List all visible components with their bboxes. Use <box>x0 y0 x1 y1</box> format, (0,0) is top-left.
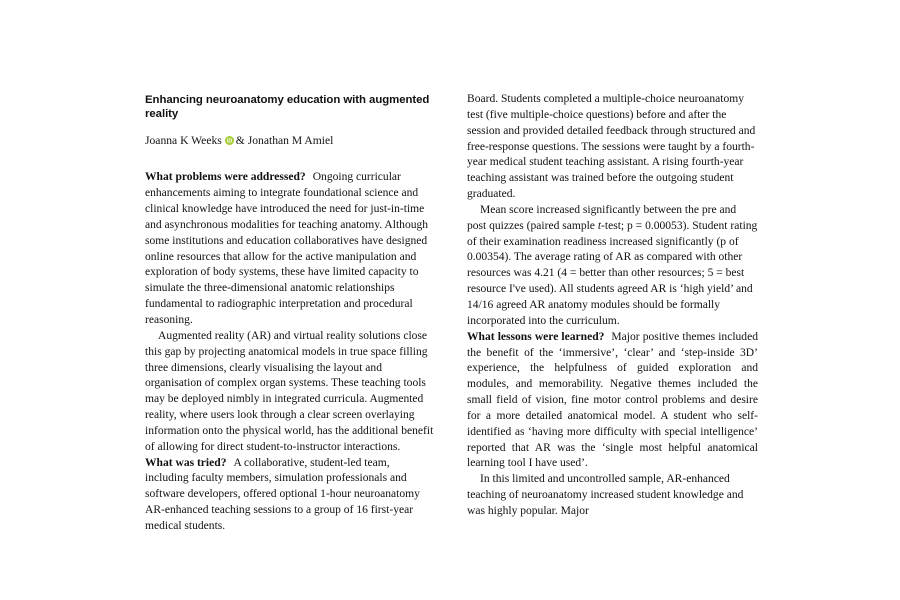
run-in-heading-what-was-tried: What was tried? <box>145 456 227 469</box>
right-column <box>467 92 758 520</box>
left-column <box>145 92 436 535</box>
run-in-heading-what-problems: What problems were addressed? <box>145 171 306 184</box>
paragraph-body-text: A collaborative, student-led team, including faculty members, simulation professionals and software developers, offered optional 1-hour neuroanatomy AR-enhanced teaching sessions to a group of 16 first-year medical students. <box>145 456 420 532</box>
paragraph-body-text: Augmented reality (AR) and virtual reality solutions close this gap by projecting anatomical models in true space filling three dimensions, clearly visualising the layout and organisation of complex organ systems. These teaching tools may be deployed nimbly in integrated curricula. Augmented reality, where users look through a clear screen overlaying information onto the physical world, has the additional benefit of allowing for direct student-to-instructor interactions. <box>145 329 434 453</box>
paragraph-body-text: Major positive themes included the benefit of the ‘immersive’, ‘clear’ and ‘step-inside 3D’ experience, the helpfulness of guided exploration and modules, and memorability. Negative themes included the small field of vision, fine motor control problems and desire for a more detailed anatomical model. A student who self-identified as ‘having more difficulty with special intelligence’ reported that AR was the ‘single most helpful anatomical learning tool I have used’. <box>467 330 758 470</box>
author-separator: & <box>235 134 245 148</box>
paragraph-mean-score-results <box>467 203 758 330</box>
author-second-name: Jonathan M Amiel <box>247 134 334 148</box>
paragraph-body-text: Ongoing curricular enhancements aiming to integrate foundational science and clinical knowledge have introduced the need for just-in-time and asynchronous modalities for teaching anatomy. Although some institutions and education collaboratives have designed online resources that allow for the active manipulation and exploration of body systems, these have limited capacity to simulate the three-dimensional anatomic relationships fundamental to radiographic interpretation and procedural reasoning. <box>145 171 429 326</box>
author-line <box>145 134 436 148</box>
paragraph-what-was-tried <box>145 456 436 535</box>
paragraph-body-text-part-1: Mean score increased significantly between the pre and post quizzes (paired sample <box>467 203 737 232</box>
paragraph-body-text-part-2: -test; p = 0.00053). Student rating of their examination readiness increased significantly (p of 0.00354). The average rating of AR as compared with other resources was 4.21 (4 = better than other resources; 5 = best resource I've used). All students agreed AR is ‘high yield’ and 14/16 agreed AR anatomy modules should be formally incorporated into the curriculum. <box>467 219 758 327</box>
paragraph-what-problems-were-addressed <box>145 170 436 328</box>
run-in-heading-what-lessons: What lessons were learned? <box>467 330 605 343</box>
paragraph-body-text: Board. Students completed a multiple-choice neuroanatomy test (five multiple-choice questions) before and after the session and provided detailed feedback through structured and free-response questions. The sessions were taught by a fourth-year medical student teaching assistant. A rising fourth-year teaching assistant was trained before the outgoing student graduated. <box>467 93 756 201</box>
paragraph-augmented-reality <box>145 329 436 456</box>
paragraph-board-continuation <box>467 92 758 203</box>
paragraph-what-lessons-were-learned <box>467 330 758 473</box>
italic-t-statistic: t <box>597 219 602 232</box>
author-first-name: Joanna K Weeks <box>145 134 222 148</box>
svg-text:iD: iD <box>226 139 232 146</box>
orcid-id-icon[interactable] <box>225 136 234 145</box>
paragraph-body-text: In this limited and uncontrolled sample, AR-enhanced teaching of neuroanatomy increased student knowledge and was highly popular. Major <box>467 473 744 517</box>
two-column-layout <box>145 92 758 582</box>
paragraph-conclusion <box>467 472 758 520</box>
page-title: Enhancing neuroanatomy education with augmented reality <box>145 94 430 121</box>
